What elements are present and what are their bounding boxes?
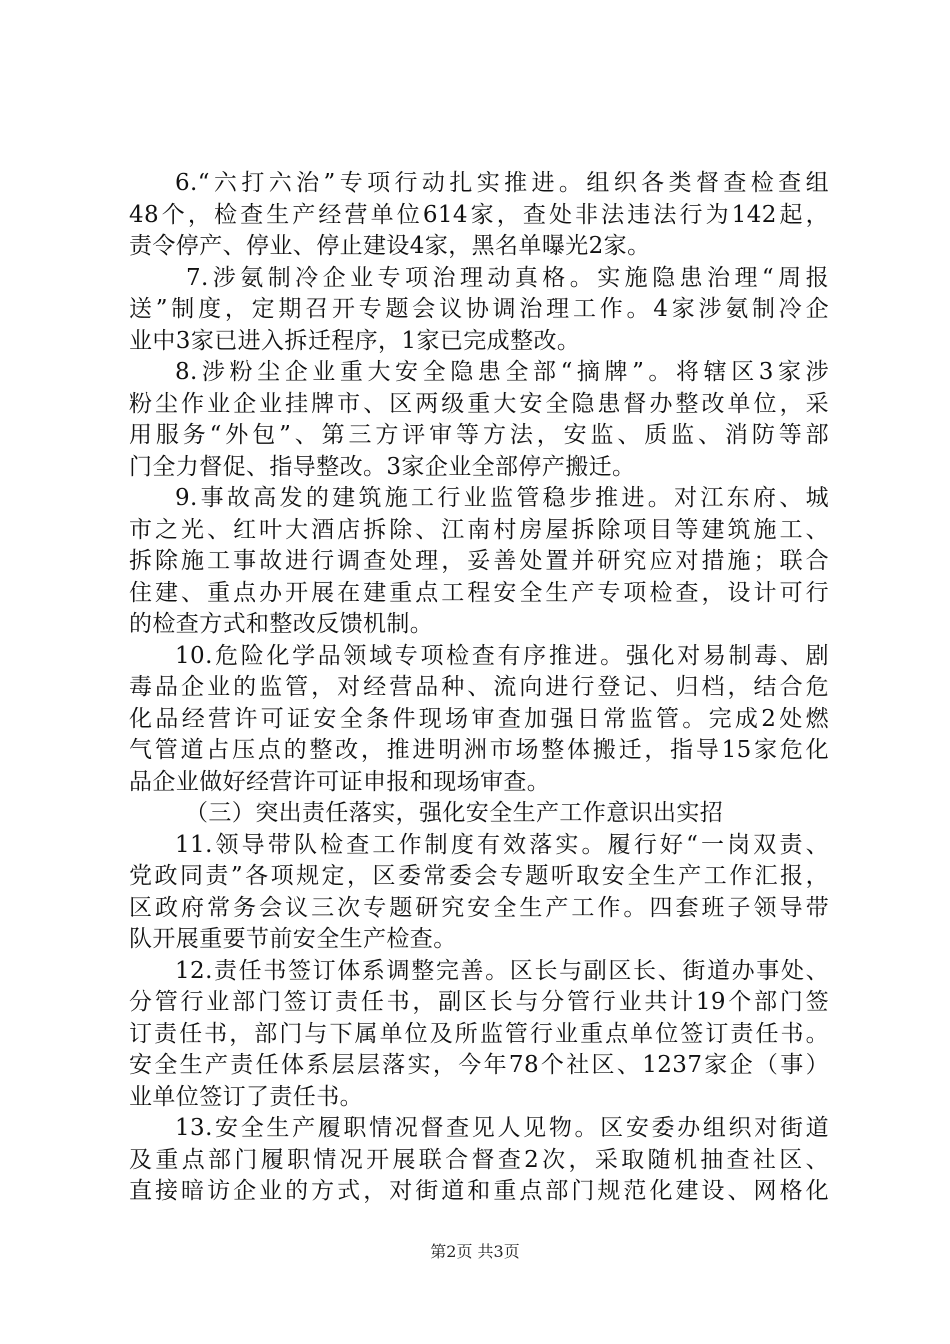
paragraph-8-line-2: 粉尘作业企业挂牌市、区两级重大安全隐患督办整改单位，采 — [129, 390, 829, 417]
paragraph-11-line-1: 11.领导带队检查工作制度有效落实。履行好“一岗双责、 — [175, 831, 829, 858]
page-number-footer: 第2页 共3页 — [430, 1242, 520, 1261]
paragraph-12-line-4: 安全生产责任体系层层落实，今年78个社区、1237家企（事） — [129, 1052, 829, 1078]
paragraph-9-line-1: 9.事故高发的建筑施工行业监管稳步推进。对江东府、城 — [175, 485, 829, 511]
paragraph-7-line-2: 送”制度，定期召开专题会议协调治理工作。4家涉氨制冷企 — [129, 296, 829, 322]
paragraph-13-line-2: 及重点部门履职情况开展联合督查2次，采取随机抽查社区、 — [129, 1146, 829, 1173]
paragraph-9-line-4: 住建、重点办开展在建重点工程安全生产专项检查，设计可行 — [129, 579, 829, 606]
paragraph-6-line-2: 48个，检查生产经营单位614家，查处非法违法行为142起， — [129, 201, 829, 228]
paragraph-10-line-5: 品企业做好经营许可证申报和现场审查。 — [129, 768, 551, 795]
paragraph-6-line-1: 6.“六打六治”专项行动扎实推进。组织各类督查检查组 — [175, 170, 829, 196]
paragraph-12-line-3: 订责任书，部门与下属单位及所监管行业重点单位签订责任书。 — [129, 1020, 829, 1047]
document-body — [129, 168, 829, 1208]
paragraph-9-line-5: 的检查方式和整改反馈机制。 — [129, 611, 434, 637]
paragraph-12-line-1: 12.责任书签订体系调整完善。区长与副区长、街道办事处、 — [175, 957, 829, 984]
paragraph-10-line-2: 毒品企业的监管，对经营品种、流向进行登记、归档，结合危 — [129, 674, 829, 700]
paragraph-6-line-3: 责令停产、停业、停止建设4家，黑名单曝光2家。 — [129, 233, 651, 259]
paragraph-13-line-1: 13.安全生产履职情况督查见人见物。区安委办组织对街道 — [175, 1115, 829, 1141]
paragraph-7-line-1: 7.涉氨制冷企业专项治理动真格。实施隐患治理“周报 — [186, 264, 829, 291]
section-heading-3: （三）突出责任落实，强化安全生产工作意识出实招 — [185, 800, 724, 826]
paragraph-11-line-4: 队开展重要节前安全生产检查。 — [129, 926, 457, 952]
paragraph-11-line-2: 党政同责”各项规定，区委常委会专题听取安全生产工作汇报， — [129, 863, 829, 889]
paragraph-10-line-3: 化品经营许可证安全条件现场审查加强日常监管。完成2处燃 — [129, 705, 829, 732]
paragraph-11-line-3: 区政府常务会议三次专题研究安全生产工作。四套班子领导带 — [129, 894, 829, 921]
paragraph-8-line-3: 用服务“外包”、第三方评审等方法，安监、质监、消防等部 — [129, 422, 829, 448]
paragraph-8-line-4: 门全力督促、指导整改。3家企业全部停产搬迁。 — [129, 453, 636, 480]
paragraph-12-line-2: 分管行业部门签订责任书，副区长与分管行业共计19个部门签 — [129, 989, 829, 1015]
paragraph-10-line-1: 10.危险化学品领域专项检查有序推进。强化对易制毒、剧 — [175, 642, 829, 669]
paragraph-10-line-4: 气管道占压点的整改，推进明洲市场整体搬迁，指导15家危化 — [129, 737, 829, 763]
paragraph-9-line-3: 拆除施工事故进行调查处理，妥善处置并研究应对措施；联合 — [129, 548, 829, 574]
paragraph-13-line-3: 直接暗访企业的方式，对街道和重点部门规范化建设、网格化 — [129, 1178, 829, 1204]
paragraph-7-line-3: 业中3家已进入拆迁程序，1家已完成整改。 — [129, 327, 581, 354]
paragraph-9-line-2: 市之光、红叶大酒店拆除、江南村房屋拆除项目等建筑施工、 — [129, 516, 829, 543]
paragraph-12-line-5: 业单位签订了责任书。 — [129, 1083, 363, 1110]
paragraph-8-line-1: 8.涉粉尘企业重大安全隐患全部“摘牌”。将辖区3家涉 — [175, 359, 829, 385]
